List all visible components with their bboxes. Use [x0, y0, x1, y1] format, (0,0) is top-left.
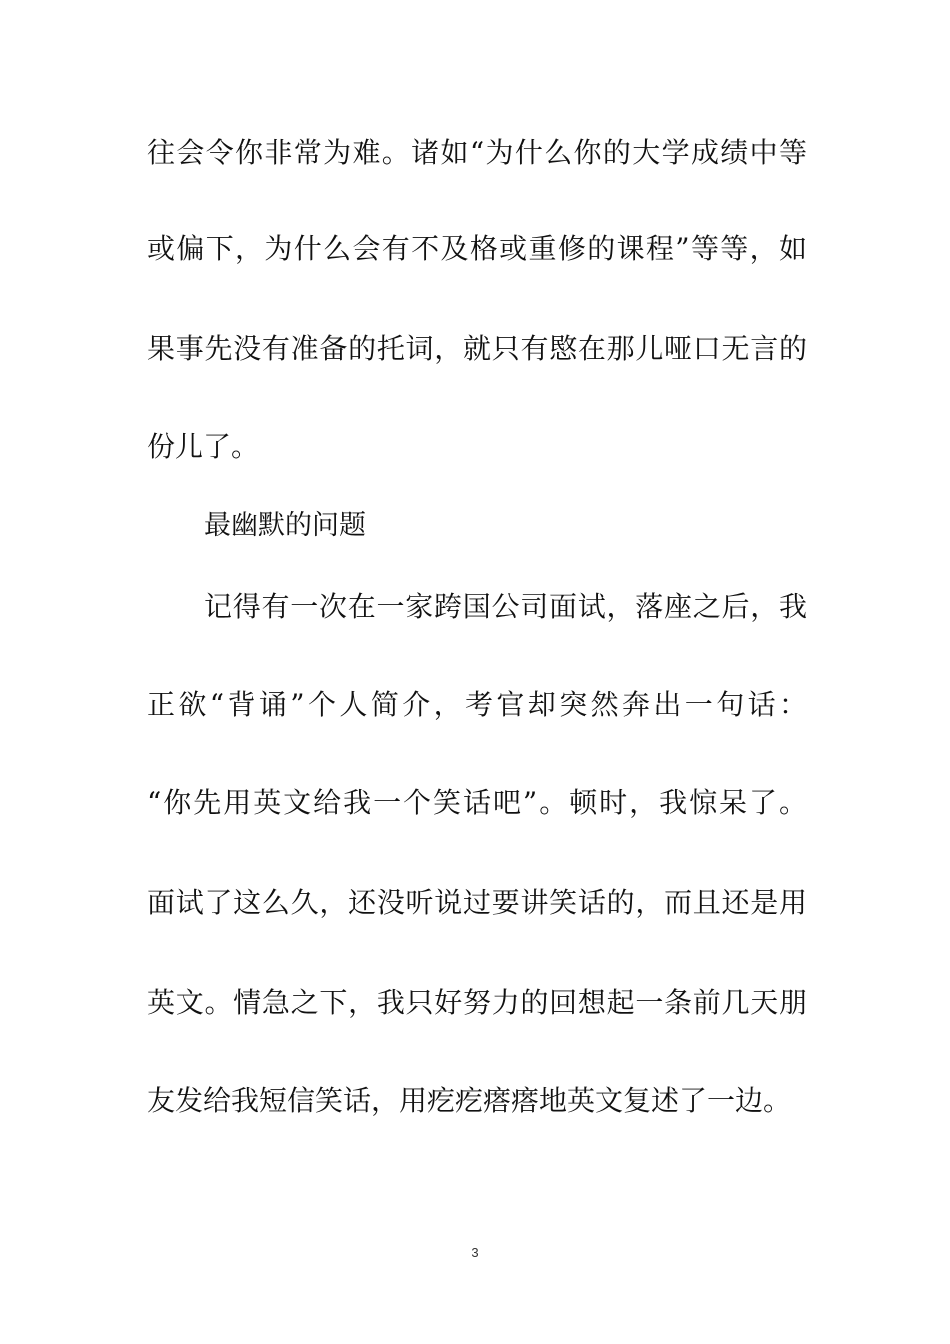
- text-line: 或偏下，为什么会有不及格或重修的课程”等等，如: [147, 232, 807, 265]
- text-line: “你先用英文给我一个笑话吧”。顿时，我惊呆了。: [147, 786, 807, 819]
- text-line: 正欲“背诵”个人简介，考官却突然奔出一句话：: [147, 688, 807, 721]
- text-line: 友发给我短信笑话，用疙疙瘩瘩地英文复述了一边。: [147, 1084, 792, 1117]
- text-line: 果事先没有准备的托词，就只有愍在那儿哑口无言的: [147, 332, 807, 365]
- text-line: 记得有一次在一家跨国公司面试，落座之后，我: [204, 590, 807, 623]
- page-number: 3: [471, 1245, 479, 1260]
- text-line: 往会令你非常为难。诸如“为什么你的大学成绩中等: [147, 136, 807, 169]
- text-line: 面试了这么久，还没听说过要讲笑话的，而且还是用: [147, 886, 807, 919]
- section-heading: 最幽默的问题: [204, 510, 366, 541]
- text-line: 份儿了。: [147, 430, 260, 463]
- text-line: 英文。情急之下，我只好努力的回想起一条前几天朋: [147, 986, 807, 1019]
